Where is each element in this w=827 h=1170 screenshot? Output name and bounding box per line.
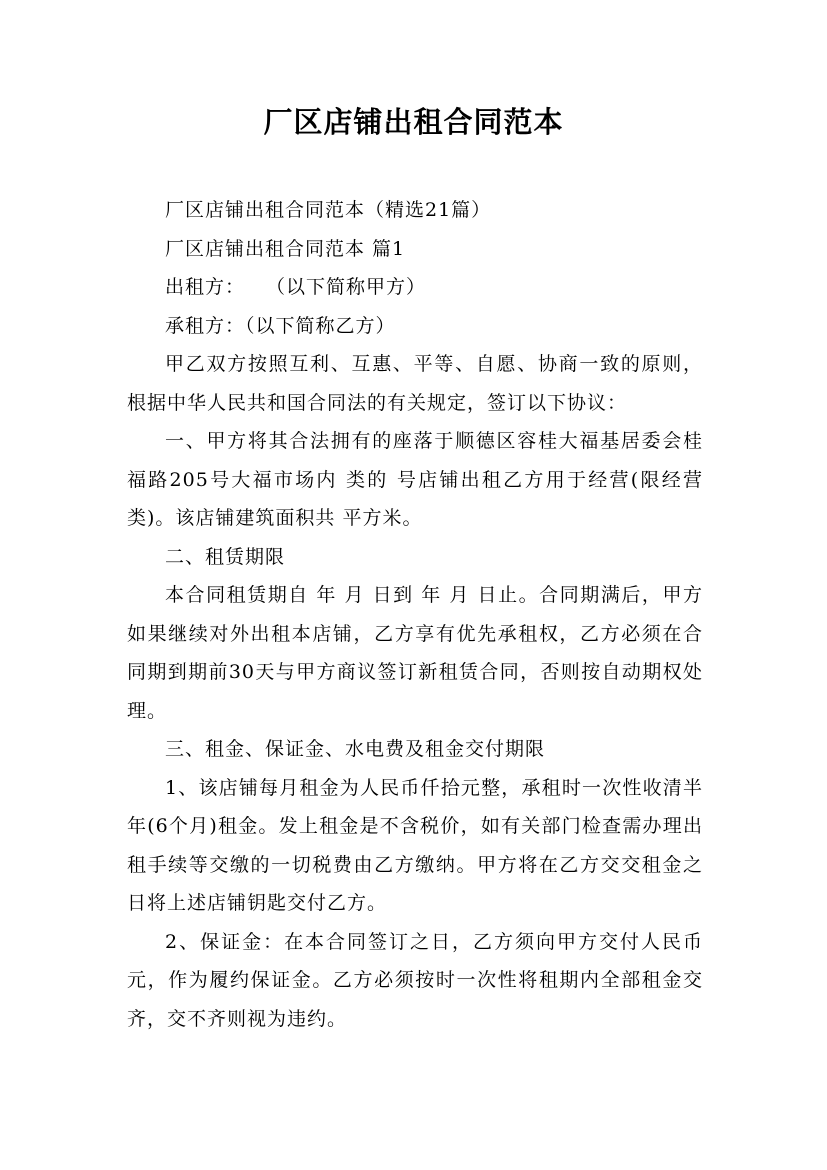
paragraph-subtitle: 厂区店铺出租合同范本（精选21篇） (165, 199, 492, 221)
paragraph-heading-term: 二、租赁期限 (165, 545, 286, 568)
paragraph-term: 本合同租赁期自 年 月 日到 年 月 日止。合同期满后，甲方如果继续对外出租本店铺，乙方享有优先承租权，乙方必须在合同期到期前30天与甲方商议签订新租赁合同，否则按自动期权处理。 (127, 584, 703, 722)
paragraph-heading-rent: 三、租金、保证金、水电费及租金交付期限 (165, 738, 546, 760)
paragraph-deposit: 2、保证金：在本合同签订之日，乙方须向甲方交付人民币元，作为履约保证金。乙方必须按时一次性将租期内全部租金交齐，交不齐则视为违约。 (127, 930, 703, 1030)
paragraph-preamble: 甲乙双方按照互利、互惠、平等、自愿、协商一致的原则，根据中华人民共和国合同法的有关规定，签订以下协议： (127, 353, 703, 414)
document-title: 厂区店铺出租合同范本 (263, 105, 564, 139)
document-body (127, 191, 703, 1038)
paragraph-rent-1: 1、该店铺每月租金为人民币仟拾元整，承租时一次性收清半年(6个月)租金。发上租金是不含税价，如有关部门检查需办理出租手续等交缴的一切税费由乙方缴纳。甲方将在乙方交交租金之日将上述店铺钥匙交付乙方。 (127, 776, 703, 914)
paragraph-lessee: 承租方：（以下简称乙方） (165, 314, 396, 337)
paragraph-section-heading: 厂区店铺出租合同范本 篇1 (165, 237, 406, 260)
paragraph-clause-1: 一、甲方将其合法拥有的座落于顺德区容桂大福基居委会桂福路205号大福市场内 类的 号店铺出租乙方用于经营(限经营 类)。该店铺建筑面积共 平方米。 (127, 430, 703, 529)
paragraph-lessor: 出租方： （以下简称甲方） (165, 276, 427, 298)
